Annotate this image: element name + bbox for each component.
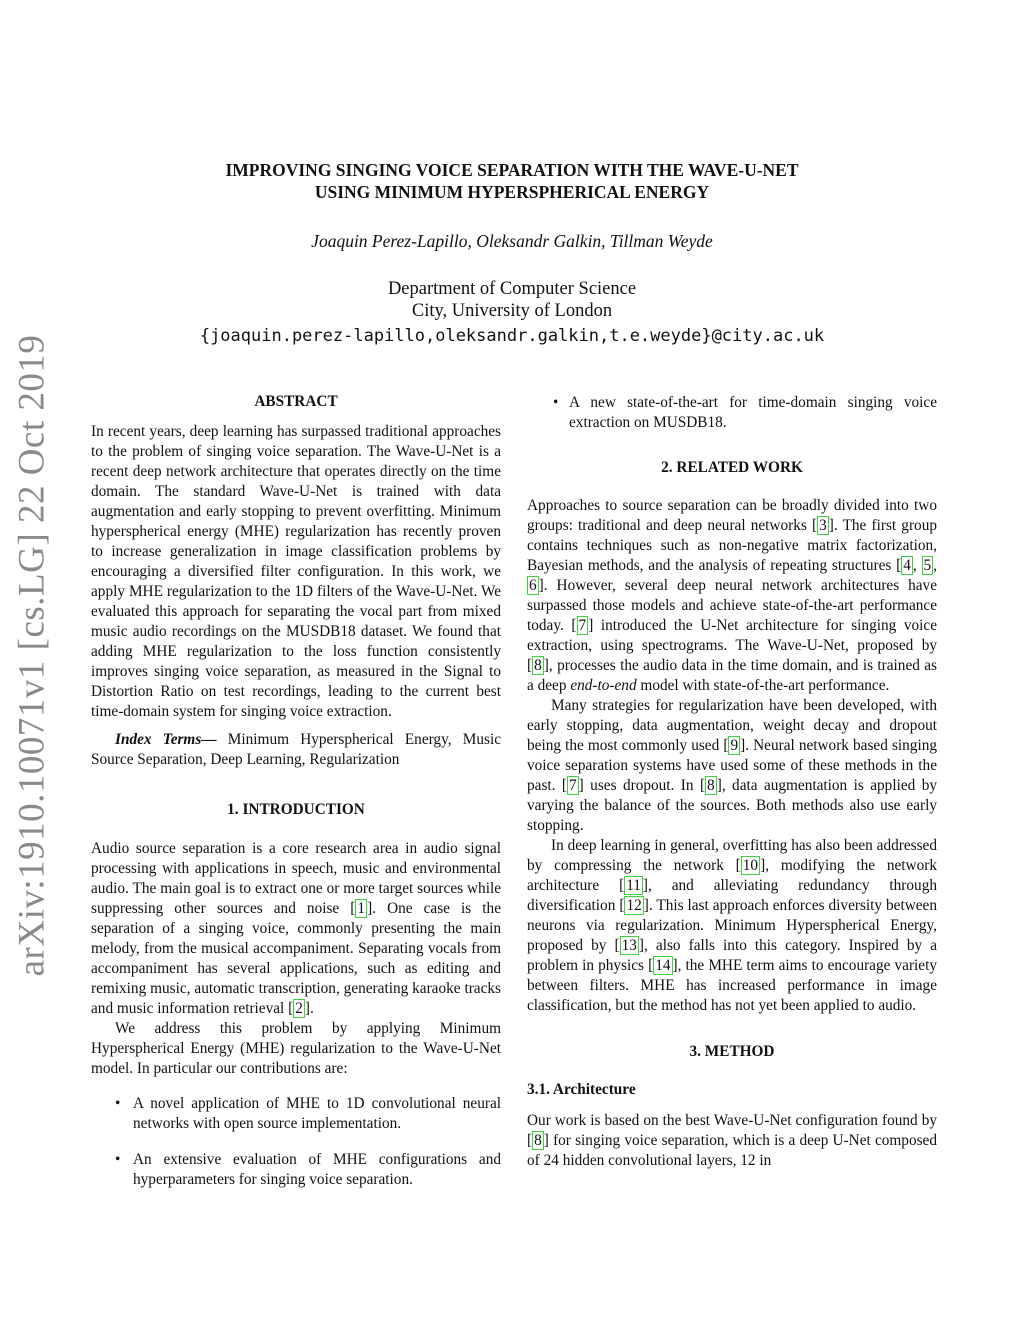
related-p1-text-g: model with state-of-the-art performance. [636, 677, 890, 694]
method-p1-text-b: for singing voice separation, which is a deep U-Net composed of 24 hidden convolutional layers, 12 in [527, 1132, 937, 1169]
bullet-icon: • [553, 394, 559, 411]
citation-link[interactable]: 4 [903, 557, 911, 574]
related-p3-text-b: , modifying the network architecture [527, 857, 937, 894]
citation-link[interactable]: 12 [626, 897, 642, 914]
index-terms-label: Index Terms— [115, 731, 217, 748]
related-p2-text-a: Many strategies for regularization have been developed, with early stopping, data augmentation, weight decay and dropout being the most commonly used [527, 697, 937, 754]
related-p2-text-d: , data augmentation is applied by varying the balance of the sources. Both methods also use early stopping. [527, 777, 937, 834]
intro-p1-text-a: Audio source separation is a core research area in audio signal processing with applications in speech, music and environmental audio. The main goal is to extract one or more target sources while suppressing other sources and noise [91, 840, 501, 917]
contribution-list-continued [527, 393, 937, 433]
list-item [91, 1094, 501, 1134]
list-item [91, 1150, 501, 1190]
contribution-list [91, 1094, 501, 1190]
contribution-text: An extensive evaluation of MHE configurations and hyperparameters for singing voice separation. [133, 1151, 501, 1188]
citation-link[interactable]: 11 [626, 877, 641, 894]
method-p1-text-a: Our work is based on the best Wave-U-Net configuration found by [527, 1112, 937, 1129]
left-column [91, 392, 501, 1190]
citation-link[interactable]: 8 [707, 777, 715, 794]
citation-link[interactable]: 7 [569, 777, 577, 794]
citation-link[interactable]: 8 [534, 657, 542, 674]
intro-p1-text-c: . [309, 1000, 314, 1017]
intro-p1-text-b: . One case is the separation of a singing voice, commonly presenting the main melody, from the musical accompaniment. Separating vocals from accompaniment has several applications, such as editing and remixing music, automatic transcription, generating karaoke tracks and music information retrieval [91, 900, 501, 1017]
related-p2-text-c: uses dropout. In [583, 777, 700, 794]
citation-link[interactable]: 14 [655, 957, 671, 974]
related-p3-text-f: , the MHE term aims to encourage variety between filters. MHE has increased performance in image classification, but the method has not yet been applied to audio. [527, 957, 937, 1014]
related-work-heading: 2. RELATED WORK [661, 459, 803, 476]
citation-link[interactable]: 1 [357, 900, 366, 917]
related-paragraph-1: Approaches to source separation can be broadly divided into two groups: traditional and deep neural networks [ 3 ]. The first group contains techniques such as non-negative matrix factorization, Bayesian methods, and the analysis of repeating structures [ 4 , 5 , 6 ]. However, several deep neural network architectures have surpassed those models and achieve state-of-the-art performance today. [ 7 ] introduced the U-Net architecture for singing voice extraction, using spectrograms. The Wave-U-Net, proposed by [ 8 ], processes the audio data in the time domain, and is trained as a deep end-to-end model with state-of-the-art performance. [527, 497, 938, 694]
related-p3-text-d: . This last approach enforces diversity between neurons via regularization. Minimum Hyperspherical Energy, proposed by [527, 897, 937, 954]
intro-paragraph-2: We address this problem by applying Minimum Hyperspherical Energy (MHE) regularization to the Wave-U-Net model. In particular our contributions are: [91, 1020, 501, 1077]
method-heading: 3. METHOD [689, 1043, 775, 1060]
department: Department of Computer Science [387, 279, 637, 299]
intro-paragraph-1: Audio source separation is a core research area in audio signal processing with applications in speech, music and environmental audio. The main goal is to extract one or more target sources while suppressing other sources and noise [ 1 ]. One case is the separation of a singing voice, commonly presenting the main melody, from the musical accompaniment. Separating vocals from accompaniment has several applications, such as editing and remixing music, automatic transcription, generating karaoke tracks and music information retrieval [ 2 ]. [91, 840, 501, 1017]
citation-link[interactable]: 6 [529, 577, 537, 594]
related-p1-text-a: Approaches to source separation can be broadly divided into two groups: traditional and deep neural networks [527, 497, 937, 534]
bullet-icon: • [115, 1095, 121, 1112]
citation-link[interactable]: 8 [534, 1132, 542, 1149]
abstract-text: In recent years, deep learning has surpassed traditional approaches to the problem of singing voice separation. The Wave-U-Net is a recent deep network architecture that operates directly on the time domain. The standard Wave-U-Net is trained with data augmentation and early stopping to prevent overfitting. Minimum hyperspherical energy (MHE) regularization has recently proven to increase generalization in image classification problems by encouraging a diversified filter configuration. In this work, we apply MHE regularization to the 1D filters of the Wave-U-Net. We evaluated this approach for separating the vocal part from mixed music audio recordings on the MUSDB18 dataset. We found that adding MHE regularization to the loss function consistently improves singing voice separation, as measured in the Signal to Distortion Ratio on test recordings, leading to the current best time-domain system for singing voice extraction. [91, 423, 501, 720]
arxiv-identifier: arXiv:1910.10071v1 [cs.LG] 22 Oct 2019 [11, 334, 53, 976]
index-terms [91, 730, 501, 770]
introduction-heading: 1. INTRODUCTION [227, 801, 365, 818]
related-p1-text-b: . The first group contains techniques such as non-negative matrix factorization, Bayesian methods, and the analysis of repeating structures [527, 517, 937, 574]
related-p1-emphasis: end-to-end [570, 677, 637, 694]
index-terms-text: Minimum Hyperspherical Energy, Music Source Separation, Deep Learning, Regularization [91, 731, 502, 768]
related-p1-text-c: . However, several deep neural network architectures have surpassed those models and achieve state-of-the-art performance today. [527, 577, 937, 634]
architecture-subheading: 3.1. Architecture [527, 1081, 636, 1098]
related-p1-text-e: , processes the audio data in the time domain, and is trained as a deep [527, 657, 937, 694]
citation-link[interactable]: 9 [730, 737, 739, 754]
list-item [527, 393, 937, 433]
author-emails: {joaquin.perez-lapillo,oleksandr.galkin,t.e.weyde}@city.ac.uk [199, 326, 825, 346]
related-p3-text-e: , also falls into this category. Inspired by a problem in physics [527, 937, 937, 974]
bullet-icon: • [115, 1151, 121, 1168]
title-line-1: IMPROVING SINGING VOICE SEPARATION WITH THE WAVE-U-NET [225, 160, 799, 180]
related-p3-text-a: In deep learning in general, overfitting has also been addressed by compressing the network [527, 837, 937, 874]
right-column [527, 392, 937, 1171]
related-paragraph-3: In deep learning in general, overfitting has also been addressed by compressing the network [ 10 ], modifying the network architecture [ 11 ], and alleviating redundancy through diversification [ 12 ]. This last approach enforces diversity between neurons via regularization. Minimum Hyperspherical Energy, proposed by [ 13 ], also falls into this category. Inspired by a problem in physics [ 14 ], the MHE term aims to encourage variety between filters. MHE has increased performance in image classification, but the method has not yet been applied to audio. [527, 837, 937, 1014]
abstract-heading: ABSTRACT [254, 393, 338, 410]
author-list: Joaquin Perez-Lapillo, Oleksandr Galkin, Tillman Weyde [311, 231, 713, 251]
paper-title [100, 159, 924, 203]
citation-link[interactable]: 10 [742, 857, 759, 874]
contribution-text: A novel application of MHE to 1D convolutional neural networks with open source implementation. [133, 1095, 501, 1132]
citation-link[interactable]: 5 [923, 557, 932, 574]
affiliation-block [100, 278, 924, 347]
citation-link[interactable]: 13 [621, 937, 637, 954]
title-line-2: USING MINIMUM HYPERSPHERICAL ENERGY [314, 182, 710, 202]
citation-link[interactable]: 2 [295, 1000, 303, 1017]
related-p2-text-b: . Neural network based singing voice separation systems have used some of these methods in the past. [527, 737, 937, 794]
related-p1-text-d: introduced the U-Net architecture for singing voice extraction, using spectrograms. The Wave-U-Net, proposed by [527, 617, 938, 654]
citation-link[interactable]: 3 [819, 517, 827, 534]
method-paragraph-1: Our work is based on the best Wave-U-Net configuration found by [ 8 ] for singing voice separation, which is a deep U-Net composed of 24 hidden convolutional layers, 12 in [527, 1112, 937, 1169]
arxiv-identifier-stamp [2, 334, 62, 976]
related-p3-text-c: , and alleviating redundancy through diversification [527, 877, 937, 914]
related-paragraph-2: Many strategies for regularization have been developed, with early stopping, data augmentation, weight decay and dropout being the most commonly used [ 9 ]. Neural network based singing voice separation systems have used some of these methods in the past. [ 7 ] uses dropout. In [ 8 ], data augmentation is applied by varying the balance of the sources. Both methods also use early stopping. [527, 697, 937, 834]
citation-link[interactable]: 7 [578, 617, 587, 634]
contribution-text: A new state-of-the-art for time-domain singing voice extraction on MUSDB18. [569, 394, 937, 431]
university: City, University of London [411, 301, 613, 321]
